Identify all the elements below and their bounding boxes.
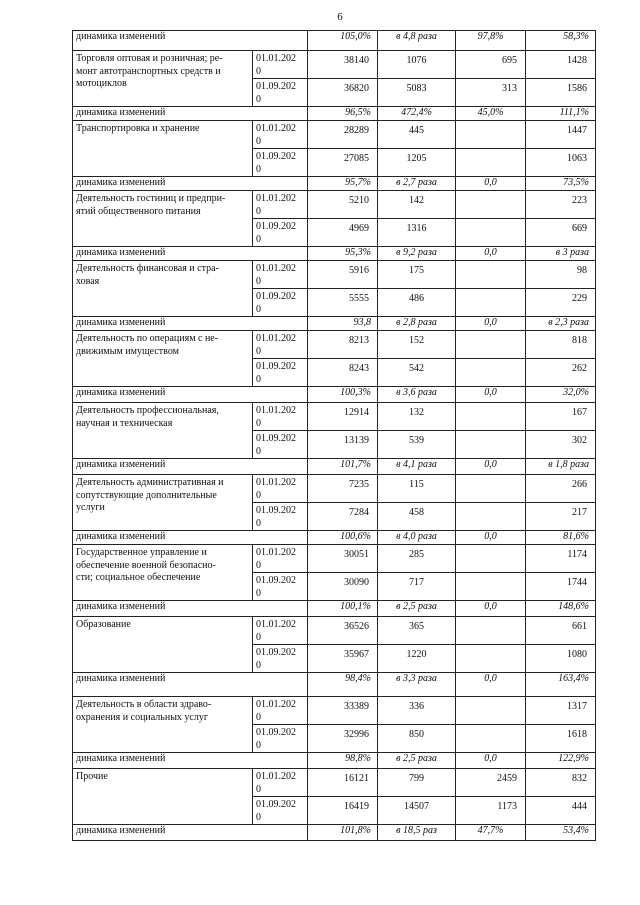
- value-col4: 167: [526, 403, 596, 431]
- value-col3: 695: [456, 51, 526, 79]
- dynamics-value-col4: 163,4%: [526, 673, 596, 697]
- value-col1: 38140: [308, 51, 378, 79]
- dynamics-value-col4: 73,5%: [526, 177, 596, 191]
- dynamics-value-col3: 0,0: [456, 459, 526, 475]
- value-col1: 4969: [308, 219, 378, 247]
- row-date: 01.01.202 0: [253, 331, 308, 359]
- value-col2: 1205: [378, 149, 456, 177]
- dynamics-value-col4: 58,3%: [526, 31, 596, 51]
- value-col1: 36820: [308, 79, 378, 107]
- row-date: 01.09.202 0: [253, 797, 308, 825]
- value-col3: [456, 149, 526, 177]
- row-date: 01.01.202 0: [253, 191, 308, 219]
- section-name: Транспортировка и хранение: [73, 121, 253, 177]
- dynamics-empty-cell: [253, 107, 308, 121]
- value-col1: 5916: [308, 261, 378, 289]
- row-date: 01.01.202 0: [253, 475, 308, 503]
- value-col1: 7235: [308, 475, 378, 503]
- dynamics-value-col1: 95,3%: [308, 247, 378, 261]
- data-row: [73, 403, 596, 431]
- value-col2: 539: [378, 431, 456, 459]
- section-name: Государственное управление и обеспечение военной безопасно- сти; социальное обеспечение: [73, 545, 253, 601]
- dynamics-row: [73, 317, 596, 331]
- dynamics-value-col4: в 2,3 раза: [526, 317, 596, 331]
- value-col2: 365: [378, 617, 456, 645]
- row-date: 01.09.202 0: [253, 289, 308, 317]
- value-col4: 266: [526, 475, 596, 503]
- dynamics-label: динамика изменений: [73, 601, 253, 617]
- dynamics-row: [73, 107, 596, 121]
- section-name: Деятельность финансовая и стра- ховая: [73, 261, 253, 317]
- section-name: Деятельность профессиональная, научная и техническая: [73, 403, 253, 459]
- dynamics-value-col2: в 3,6 раза: [378, 387, 456, 403]
- dynamics-empty-cell: [253, 247, 308, 261]
- value-col3: [456, 475, 526, 503]
- value-col2: 175: [378, 261, 456, 289]
- value-col2: 445: [378, 121, 456, 149]
- dynamics-value-col1: 105,0%: [308, 31, 378, 51]
- value-col4: 832: [526, 769, 596, 797]
- row-date: 01.09.202 0: [253, 725, 308, 753]
- value-col3: [456, 697, 526, 725]
- value-col1: 30051: [308, 545, 378, 573]
- value-col3: [456, 545, 526, 573]
- dynamics-value-col3: 0,0: [456, 531, 526, 545]
- value-col4: 818: [526, 331, 596, 359]
- value-col1: 30090: [308, 573, 378, 601]
- dynamics-value-col1: 95,7%: [308, 177, 378, 191]
- row-date: 01.01.202 0: [253, 697, 308, 725]
- value-col3: [456, 617, 526, 645]
- dynamics-value-col3: 0,0: [456, 601, 526, 617]
- dynamics-row: [73, 601, 596, 617]
- dynamics-value-col3: 0,0: [456, 317, 526, 331]
- value-col4: 1428: [526, 51, 596, 79]
- value-col4: 661: [526, 617, 596, 645]
- value-col3: [456, 261, 526, 289]
- value-col3: [456, 219, 526, 247]
- dynamics-value-col3: 45,0%: [456, 107, 526, 121]
- dynamics-value-col4: в 3 раза: [526, 247, 596, 261]
- dynamics-empty-cell: [253, 317, 308, 331]
- dynamics-value-col1: 96,5%: [308, 107, 378, 121]
- value-col1: 16419: [308, 797, 378, 825]
- dynamics-empty-cell: [253, 753, 308, 769]
- value-col4: 1586: [526, 79, 596, 107]
- section-name: Деятельность гостиниц и предпри- ятий общественного питания: [73, 191, 253, 247]
- dynamics-label: динамика изменений: [73, 317, 253, 331]
- dynamics-value-col1: 93,8: [308, 317, 378, 331]
- value-col1: 8243: [308, 359, 378, 387]
- value-col4: 444: [526, 797, 596, 825]
- value-col2: 1316: [378, 219, 456, 247]
- section-name: Прочие: [73, 769, 253, 825]
- value-col1: 13139: [308, 431, 378, 459]
- section-name: Деятельность административная и сопутствующие дополнительные услуги: [73, 475, 253, 531]
- dynamics-label: динамика изменений: [73, 531, 253, 545]
- value-col2: 336: [378, 697, 456, 725]
- value-col3: [456, 359, 526, 387]
- value-col3: [456, 573, 526, 601]
- section-name: Торговля оптовая и розничная; ре- монт автотранспортных средств и мотоциклов: [73, 51, 253, 107]
- value-col2: 132: [378, 403, 456, 431]
- dynamics-row: [73, 673, 596, 697]
- page-number: 6: [337, 11, 343, 23]
- dynamics-value-col4: 148,6%: [526, 601, 596, 617]
- value-col1: 8213: [308, 331, 378, 359]
- dynamics-row: [73, 825, 596, 841]
- dynamics-value-col2: в 2,7 раза: [378, 177, 456, 191]
- row-date: 01.01.202 0: [253, 545, 308, 573]
- row-date: 01.09.202 0: [253, 503, 308, 531]
- data-row: [73, 331, 596, 359]
- row-date: 01.09.202 0: [253, 219, 308, 247]
- dynamics-value-col1: 98,8%: [308, 753, 378, 769]
- dynamics-value-col4: 81,6%: [526, 531, 596, 545]
- value-col2: 1076: [378, 51, 456, 79]
- dynamics-label: динамика изменений: [73, 673, 253, 697]
- value-col4: 1317: [526, 697, 596, 725]
- dynamics-value-col3: 0,0: [456, 247, 526, 261]
- dynamics-value-col2: в 2,8 раза: [378, 317, 456, 331]
- dynamics-empty-cell: [253, 825, 308, 841]
- dynamics-value-col4: в 1,8 раза: [526, 459, 596, 475]
- row-date: 01.09.202 0: [253, 645, 308, 673]
- row-date: 01.01.202 0: [253, 617, 308, 645]
- dynamics-value-col1: 100,6%: [308, 531, 378, 545]
- value-col4: 98: [526, 261, 596, 289]
- dynamics-value-col1: 100,1%: [308, 601, 378, 617]
- row-date: 01.09.202 0: [253, 79, 308, 107]
- value-col3: 313: [456, 79, 526, 107]
- value-col2: 850: [378, 725, 456, 753]
- dynamics-empty-cell: [253, 531, 308, 545]
- dynamics-row: [73, 531, 596, 545]
- dynamics-value-col4: 32,0%: [526, 387, 596, 403]
- statistics-table: [72, 30, 596, 841]
- value-col1: 12914: [308, 403, 378, 431]
- dynamics-empty-cell: [253, 177, 308, 191]
- value-col2: 458: [378, 503, 456, 531]
- dynamics-value-col4: 53,4%: [526, 825, 596, 841]
- row-date: 01.09.202 0: [253, 573, 308, 601]
- value-col3: [456, 191, 526, 219]
- value-col3: [456, 431, 526, 459]
- section-name: Образование: [73, 617, 253, 673]
- value-col3: [456, 121, 526, 149]
- value-col3: [456, 503, 526, 531]
- data-row: [73, 769, 596, 797]
- dynamics-value-col2: в 2,5 раза: [378, 601, 456, 617]
- dynamics-label: динамика изменений: [73, 31, 253, 51]
- value-col1: 16121: [308, 769, 378, 797]
- value-col2: 285: [378, 545, 456, 573]
- dynamics-label: динамика изменений: [73, 177, 253, 191]
- dynamics-value-col1: 101,7%: [308, 459, 378, 475]
- value-col1: 7284: [308, 503, 378, 531]
- row-date: 01.09.202 0: [253, 431, 308, 459]
- dynamics-empty-cell: [253, 387, 308, 403]
- dynamics-value-col2: в 9,2 раза: [378, 247, 456, 261]
- dynamics-row: [73, 459, 596, 475]
- dynamics-value-col3: 97,8%: [456, 31, 526, 51]
- value-col1: 5555: [308, 289, 378, 317]
- dynamics-row: [73, 177, 596, 191]
- data-row: [73, 191, 596, 219]
- value-col2: 486: [378, 289, 456, 317]
- dynamics-row: [73, 247, 596, 261]
- value-col3: [456, 289, 526, 317]
- value-col1: 33389: [308, 697, 378, 725]
- row-date: 01.01.202 0: [253, 121, 308, 149]
- value-col4: 1063: [526, 149, 596, 177]
- value-col4: 217: [526, 503, 596, 531]
- value-col1: 28289: [308, 121, 378, 149]
- dynamics-row: [73, 753, 596, 769]
- dynamics-value-col1: 98,4%: [308, 673, 378, 697]
- value-col4: 1744: [526, 573, 596, 601]
- dynamics-label: динамика изменений: [73, 753, 253, 769]
- value-col4: 262: [526, 359, 596, 387]
- value-col1: 5210: [308, 191, 378, 219]
- row-date: 01.01.202 0: [253, 769, 308, 797]
- value-col2: 152: [378, 331, 456, 359]
- row-date: 01.01.202 0: [253, 51, 308, 79]
- dynamics-value-col2: в 2,5 раза: [378, 753, 456, 769]
- data-row: [73, 545, 596, 573]
- data-row: [73, 697, 596, 725]
- dynamics-empty-cell: [253, 601, 308, 617]
- value-col2: 1220: [378, 645, 456, 673]
- data-row: [73, 475, 596, 503]
- value-col4: 229: [526, 289, 596, 317]
- dynamics-value-col4: 122,9%: [526, 753, 596, 769]
- row-date: 01.09.202 0: [253, 149, 308, 177]
- dynamics-value-col3: 0,0: [456, 753, 526, 769]
- data-row: [73, 617, 596, 645]
- dynamics-label: динамика изменений: [73, 387, 253, 403]
- value-col4: 223: [526, 191, 596, 219]
- value-col3: [456, 403, 526, 431]
- dynamics-value-col1: 100,3%: [308, 387, 378, 403]
- dynamics-value-col3: 47,7%: [456, 825, 526, 841]
- value-col4: 1618: [526, 725, 596, 753]
- data-row: [73, 121, 596, 149]
- dynamics-value-col2: в 3,3 раза: [378, 673, 456, 697]
- value-col3: [456, 331, 526, 359]
- dynamics-row: [73, 387, 596, 403]
- dynamics-value-col1: 101,8%: [308, 825, 378, 841]
- value-col1: 35967: [308, 645, 378, 673]
- value-col2: 142: [378, 191, 456, 219]
- value-col4: 1174: [526, 545, 596, 573]
- dynamics-row: [73, 31, 596, 51]
- value-col2: 115: [378, 475, 456, 503]
- dynamics-value-col2: в 4,8 раза: [378, 31, 456, 51]
- value-col4: 669: [526, 219, 596, 247]
- section-name: Деятельность по операциям с не- движимым имуществом: [73, 331, 253, 387]
- value-col2: 542: [378, 359, 456, 387]
- value-col4: 1080: [526, 645, 596, 673]
- row-date: 01.01.202 0: [253, 403, 308, 431]
- statistics-table-body: [73, 31, 596, 841]
- dynamics-value-col2: в 4,0 раза: [378, 531, 456, 545]
- dynamics-value-col3: 0,0: [456, 387, 526, 403]
- dynamics-value-col2: 472,4%: [378, 107, 456, 121]
- dynamics-value-col4: 111,1%: [526, 107, 596, 121]
- dynamics-label: динамика изменений: [73, 247, 253, 261]
- value-col2: 717: [378, 573, 456, 601]
- value-col2: 14507: [378, 797, 456, 825]
- value-col1: 32996: [308, 725, 378, 753]
- value-col2: 5083: [378, 79, 456, 107]
- value-col2: 799: [378, 769, 456, 797]
- dynamics-value-col3: 0,0: [456, 673, 526, 697]
- row-date: 01.01.202 0: [253, 261, 308, 289]
- dynamics-value-col3: 0,0: [456, 177, 526, 191]
- data-row: [73, 51, 596, 79]
- value-col4: 1447: [526, 121, 596, 149]
- value-col3: 2459: [456, 769, 526, 797]
- value-col1: 36526: [308, 617, 378, 645]
- value-col1: 27085: [308, 149, 378, 177]
- section-name: Деятельность в области здраво- охранения и социальных услуг: [73, 697, 253, 753]
- row-date: 01.09.202 0: [253, 359, 308, 387]
- value-col3: [456, 645, 526, 673]
- dynamics-empty-cell: [253, 673, 308, 697]
- dynamics-empty-cell: [253, 459, 308, 475]
- dynamics-value-col2: в 18,5 раз: [378, 825, 456, 841]
- dynamics-label: динамика изменений: [73, 459, 253, 475]
- dynamics-empty-cell: [253, 31, 308, 51]
- data-row: [73, 261, 596, 289]
- value-col3: 1173: [456, 797, 526, 825]
- value-col3: [456, 725, 526, 753]
- value-col4: 302: [526, 431, 596, 459]
- dynamics-value-col2: в 4,1 раза: [378, 459, 456, 475]
- dynamics-label: динамика изменений: [73, 107, 253, 121]
- dynamics-label: динамика изменений: [73, 825, 253, 841]
